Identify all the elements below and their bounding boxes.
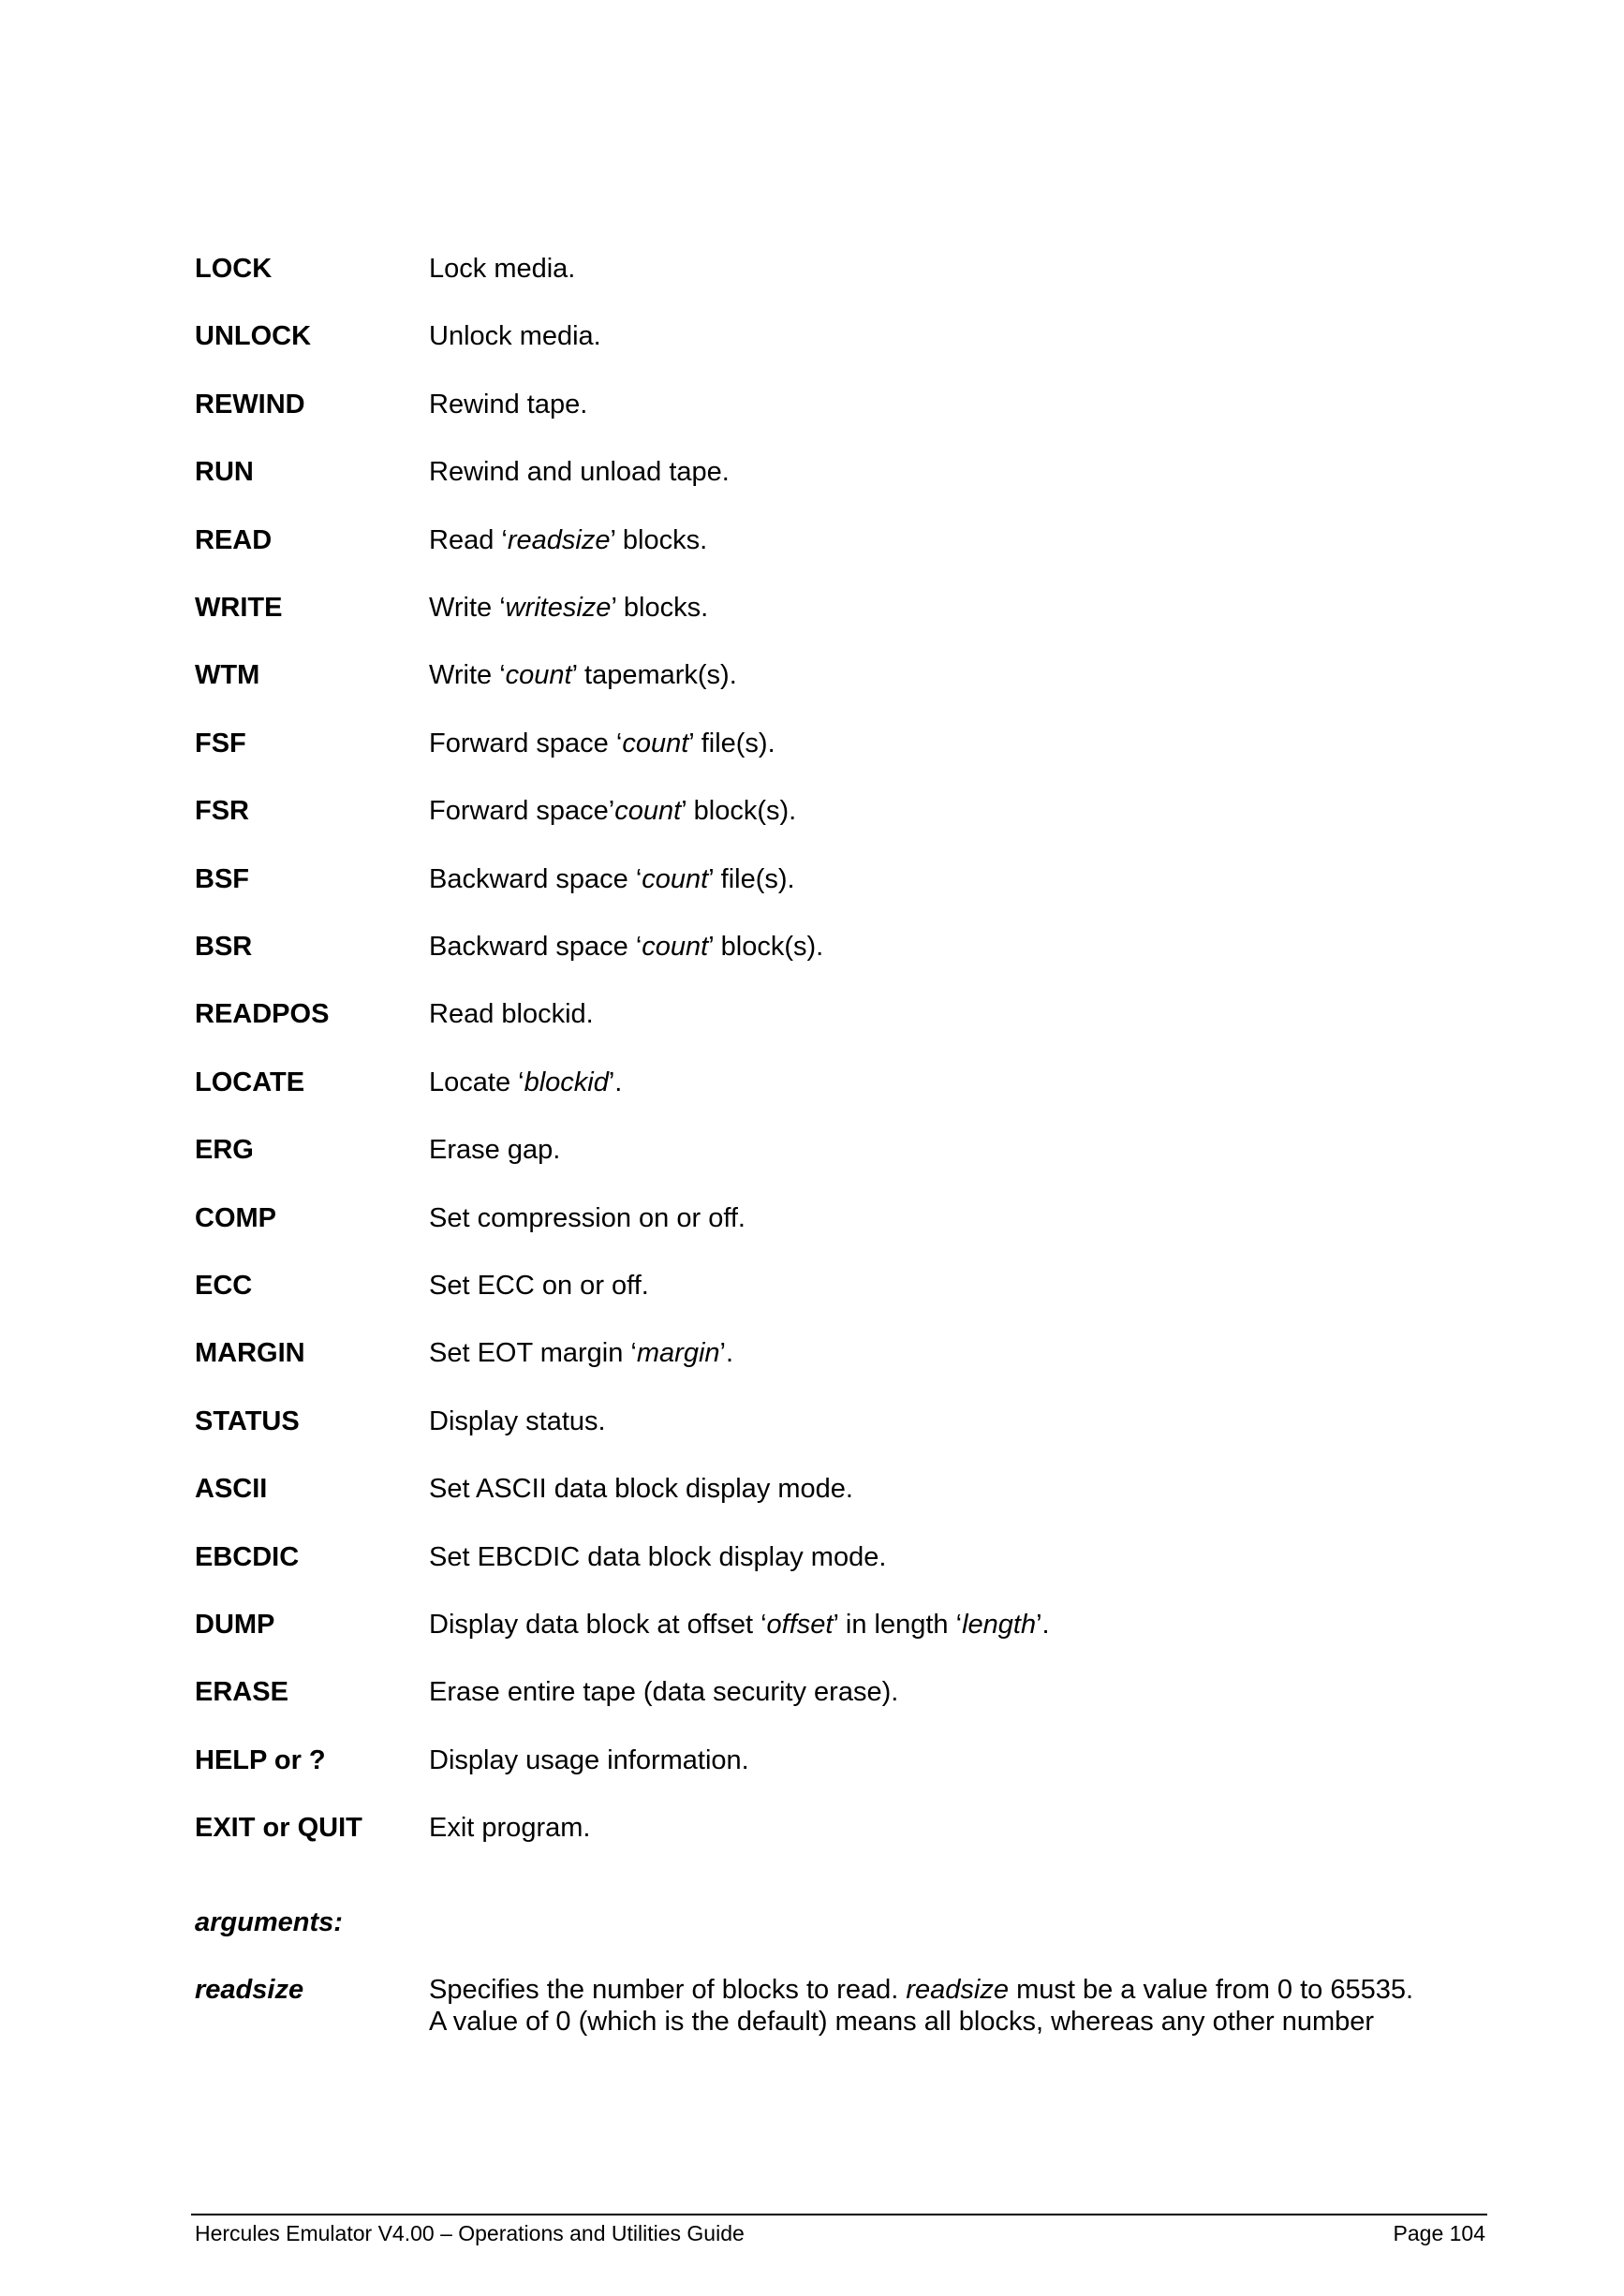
- command-name: HELP or ?: [195, 1745, 326, 1775]
- command-row: [0, 456, 1624, 501]
- italic-term: readsize: [906, 1975, 1010, 2005]
- command-description: [429, 1202, 746, 1234]
- text-segment: Display usage information.: [429, 1745, 749, 1775]
- command-description: [429, 389, 587, 420]
- text-segment: ’ in length ‘: [833, 1610, 963, 1640]
- command-name: BSF: [195, 864, 249, 894]
- command-row: [0, 1744, 1624, 1789]
- command-name: FSR: [195, 796, 249, 826]
- command-description: [429, 659, 737, 691]
- command-name: READPOS: [195, 999, 330, 1029]
- text-segment: ’ tapemark(s).: [571, 660, 737, 690]
- text-segment: ’ blocks.: [610, 525, 708, 555]
- command-description: [429, 931, 823, 963]
- command-description: [429, 592, 708, 624]
- command-name: REWIND: [195, 390, 305, 419]
- command-name: ASCII: [195, 1474, 268, 1504]
- text-segment: Erase entire tape (data security erase).: [429, 1677, 899, 1707]
- text-segment: Specifies the number of blocks to read.: [429, 1975, 907, 2005]
- text-segment: Backward space ‘: [429, 864, 642, 894]
- command-description: [429, 1406, 606, 1437]
- command-row: [0, 1541, 1624, 1586]
- command-description: [429, 863, 795, 895]
- command-row: [0, 592, 1624, 637]
- italic-term: blockid: [524, 1067, 609, 1097]
- command-row: [0, 795, 1624, 840]
- italic-term: count: [642, 864, 709, 894]
- footer-title: Hercules Emulator V4.00 – Operations and Utilities Guide: [195, 2221, 745, 2245]
- text-segment: Rewind tape.: [429, 390, 588, 419]
- command-name: WRITE: [195, 593, 283, 623]
- command-description: [429, 998, 594, 1030]
- text-segment: Read blockid.: [429, 999, 594, 1029]
- command-name: UNLOCK: [195, 321, 312, 351]
- command-row: [0, 998, 1624, 1043]
- command-row: [0, 1406, 1624, 1450]
- command-row: [0, 863, 1624, 908]
- argument-description-line: [429, 2006, 1478, 2038]
- command-row: [0, 1067, 1624, 1111]
- command-description: [429, 1812, 590, 1844]
- command-row: [0, 253, 1624, 298]
- command-row: [0, 1202, 1624, 1247]
- command-description: [429, 1744, 749, 1776]
- command-row: [0, 1473, 1624, 1518]
- command-name: LOCK: [195, 254, 273, 284]
- italic-term: count: [505, 660, 572, 690]
- command-name: LOCATE: [195, 1067, 305, 1097]
- command-row: [0, 1134, 1624, 1179]
- arguments-heading: arguments:: [195, 1907, 343, 1937]
- footer-page-number: Page 104: [1393, 2221, 1485, 2245]
- command-name: STATUS: [195, 1406, 300, 1436]
- command-row: [0, 1609, 1624, 1654]
- command-row: [0, 1812, 1624, 1857]
- text-segment: ’ block(s).: [681, 796, 797, 826]
- text-segment: ’ file(s).: [688, 729, 775, 758]
- italic-term: count: [642, 932, 709, 962]
- command-description: [429, 1541, 886, 1573]
- command-description: [429, 1067, 622, 1098]
- text-segment: Locate ‘: [429, 1067, 524, 1097]
- text-segment: Write ‘: [429, 660, 506, 690]
- italic-term: count: [622, 729, 689, 758]
- text-segment: ’ blocks.: [611, 593, 709, 623]
- command-description: [429, 1676, 898, 1708]
- text-segment: ’ block(s).: [708, 932, 824, 962]
- command-description: [429, 795, 796, 827]
- command-row: [0, 659, 1624, 704]
- text-segment: Erase gap.: [429, 1135, 561, 1165]
- text-segment: Read ‘: [429, 525, 508, 555]
- command-name: COMP: [195, 1203, 276, 1233]
- text-segment: Set EOT margin ‘: [429, 1338, 637, 1368]
- italic-term: readsize: [507, 525, 611, 555]
- command-row: [0, 728, 1624, 773]
- text-segment: Display data block at offset ‘: [429, 1610, 767, 1640]
- text-segment: Set compression on or off.: [429, 1203, 746, 1233]
- command-name: RUN: [195, 457, 254, 487]
- command-description: [429, 1609, 1050, 1641]
- command-row: [0, 1676, 1624, 1721]
- command-name: DUMP: [195, 1610, 275, 1640]
- text-segment: Set EBCDIC data block display mode.: [429, 1542, 887, 1572]
- text-segment: Rewind and unload tape.: [429, 457, 730, 487]
- italic-term: length: [962, 1610, 1037, 1640]
- command-description: [429, 456, 730, 488]
- command-description: [429, 524, 707, 556]
- italic-term: writesize: [505, 593, 612, 623]
- command-name: EBCDIC: [195, 1542, 300, 1572]
- command-description: [429, 1134, 560, 1166]
- italic-term: count: [614, 796, 682, 826]
- footer-rule: [191, 2214, 1487, 2215]
- text-segment: ’.: [719, 1338, 734, 1368]
- italic-term: offset: [766, 1610, 834, 1640]
- text-segment: Forward space ‘: [429, 729, 623, 758]
- command-name: FSF: [195, 729, 246, 758]
- command-name: READ: [195, 525, 273, 555]
- command-name: EXIT or QUIT: [195, 1813, 362, 1843]
- text-segment: Display status.: [429, 1406, 606, 1436]
- text-segment: Set ASCII data block display mode.: [429, 1474, 853, 1504]
- argument-description-readsize: [429, 1974, 1478, 2038]
- text-segment: Lock media.: [429, 254, 576, 284]
- command-name: ERASE: [195, 1677, 288, 1707]
- command-row: [0, 320, 1624, 365]
- text-segment: Backward space ‘: [429, 932, 642, 962]
- text-segment: Write ‘: [429, 593, 506, 623]
- command-row: [0, 524, 1624, 569]
- command-description: [429, 728, 775, 759]
- command-row: [0, 389, 1624, 434]
- argument-description-line: [429, 1974, 1478, 2006]
- command-description: [429, 1270, 649, 1302]
- argument-term-readsize: readsize: [195, 1975, 304, 2005]
- command-row: [0, 931, 1624, 976]
- command-name: ECC: [195, 1271, 253, 1301]
- text-segment: ’ file(s).: [708, 864, 795, 894]
- command-description: [429, 320, 601, 352]
- text-segment: ’.: [1036, 1610, 1050, 1640]
- italic-term: margin: [636, 1338, 720, 1368]
- text-segment: Exit program.: [429, 1813, 591, 1843]
- command-description: [429, 1473, 853, 1505]
- command-name: MARGIN: [195, 1338, 305, 1368]
- command-name: ERG: [195, 1135, 254, 1165]
- command-description: [429, 253, 575, 285]
- command-name: WTM: [195, 660, 260, 690]
- text-segment: Unlock media.: [429, 321, 601, 351]
- text-segment: ’.: [608, 1067, 623, 1097]
- text-segment: Set ECC on or off.: [429, 1271, 649, 1301]
- command-row: [0, 1337, 1624, 1382]
- text-segment: A value of 0 (which is the default) means all blocks, whereas any other number: [429, 2007, 1375, 2037]
- command-description: [429, 1337, 733, 1369]
- command-row: [0, 1270, 1624, 1315]
- command-name: BSR: [195, 932, 253, 962]
- text-segment: must be a value from 0 to 65535.: [1009, 1975, 1414, 2005]
- text-segment: Forward space’: [429, 796, 615, 826]
